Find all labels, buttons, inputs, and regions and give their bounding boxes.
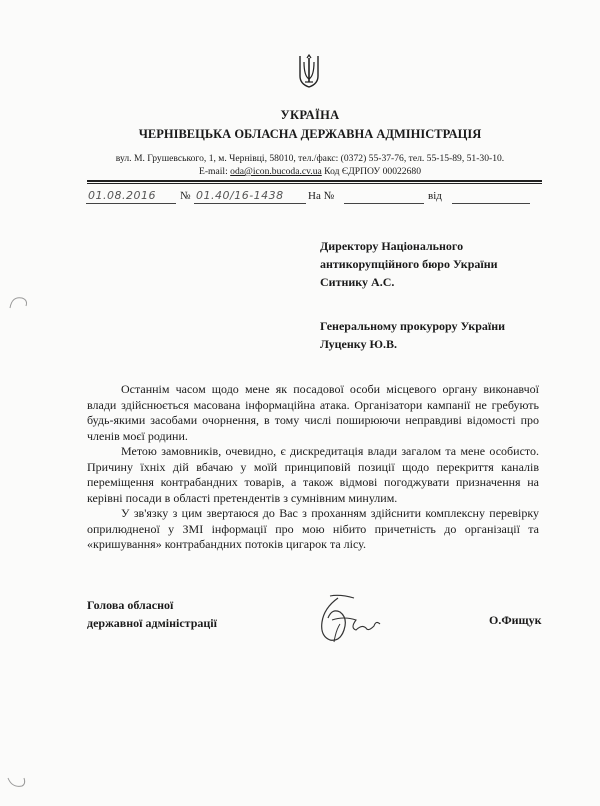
addressee-prosecutor: [320, 317, 505, 353]
edrpou-code: Код ЄДРПОУ 00022680: [324, 166, 421, 177]
trident-icon: [296, 54, 322, 90]
number-underline: [194, 203, 306, 204]
handwritten-signature: [310, 590, 390, 650]
from-label: від: [428, 190, 442, 202]
email-label: E-mail:: [198, 166, 228, 177]
punch-mark-icon: [8, 292, 32, 312]
date-underline: [86, 203, 176, 204]
email-link[interactable]: oda@icon.bucoda.cv.ua: [230, 166, 322, 177]
reply-underline: [344, 203, 424, 204]
registration-number: 01.40/16-1438: [196, 189, 284, 202]
punch-mark-icon: [6, 774, 28, 794]
registration-date: 01.08.2016: [88, 189, 156, 202]
signatory-name: О.Фищук: [489, 613, 542, 627]
addressee-line: Ситнику А.С.: [320, 275, 395, 289]
country-name: УКРАЇНА: [280, 108, 340, 122]
body-paragraph: У зв'язку з цим звертаюся до Вас з проханням здійснити комплексну перевірку оприлюдненої у ЗМІ інформації про мою нібито причетність до організації та «кришування» контрабандних потоків цигарок та лісу.: [87, 506, 539, 551]
addressee-nabu: [320, 237, 498, 291]
signatory-title: [87, 596, 217, 632]
from-underline: [452, 203, 530, 204]
addressee-line: Директору Національного: [320, 239, 464, 253]
number-label: №: [180, 190, 191, 202]
addressee-line: антикорупційного бюро України: [320, 257, 498, 271]
signatory-title-line: Голова обласної: [87, 598, 174, 612]
reply-label: На №: [308, 190, 335, 202]
contact-line: [0, 166, 600, 177]
header-rule-thin: [87, 183, 542, 184]
addressee-line: Генеральному прокурору України: [320, 319, 506, 333]
addressee-line: Луценку Ю.В.: [320, 337, 398, 351]
signatory-title-line: державної адміністрації: [87, 616, 217, 630]
organization-name: ЧЕРНІВЕЦЬКА ОБЛАСНА ДЕРЖАВНА АДМІНІСТРАЦІЯ: [138, 127, 482, 141]
organization-address: вул. М. Грушевського, 1, м. Чернівці, 58010, тел./факс: (0372) 55-37-76, тел. 55-15-89, 51-30-10.: [115, 153, 505, 164]
body-paragraph: Останнім часом щодо мене як посадової особи місцевого органу виконавчої влади здійснюється масована інформаційна атака. Організатори кампанії не гребують будь-якими засобами очорнення, в тому числі поширюючи неправдиві відомості про членів моєї родини.: [87, 382, 539, 443]
body-paragraph: Метою замовників, очевидно, є дискредитація влади загалом та мене особисто. Причину їхніх дій вбачаю у моїй принциповій позиції щодо перекриття каналів переміщення контрабандних товарів, а також відмові погоджувати призначення на керівні посади в області претендентів з сумнівним минулим.: [87, 444, 539, 505]
header-rule: [87, 180, 542, 182]
letter-body: [87, 382, 539, 553]
